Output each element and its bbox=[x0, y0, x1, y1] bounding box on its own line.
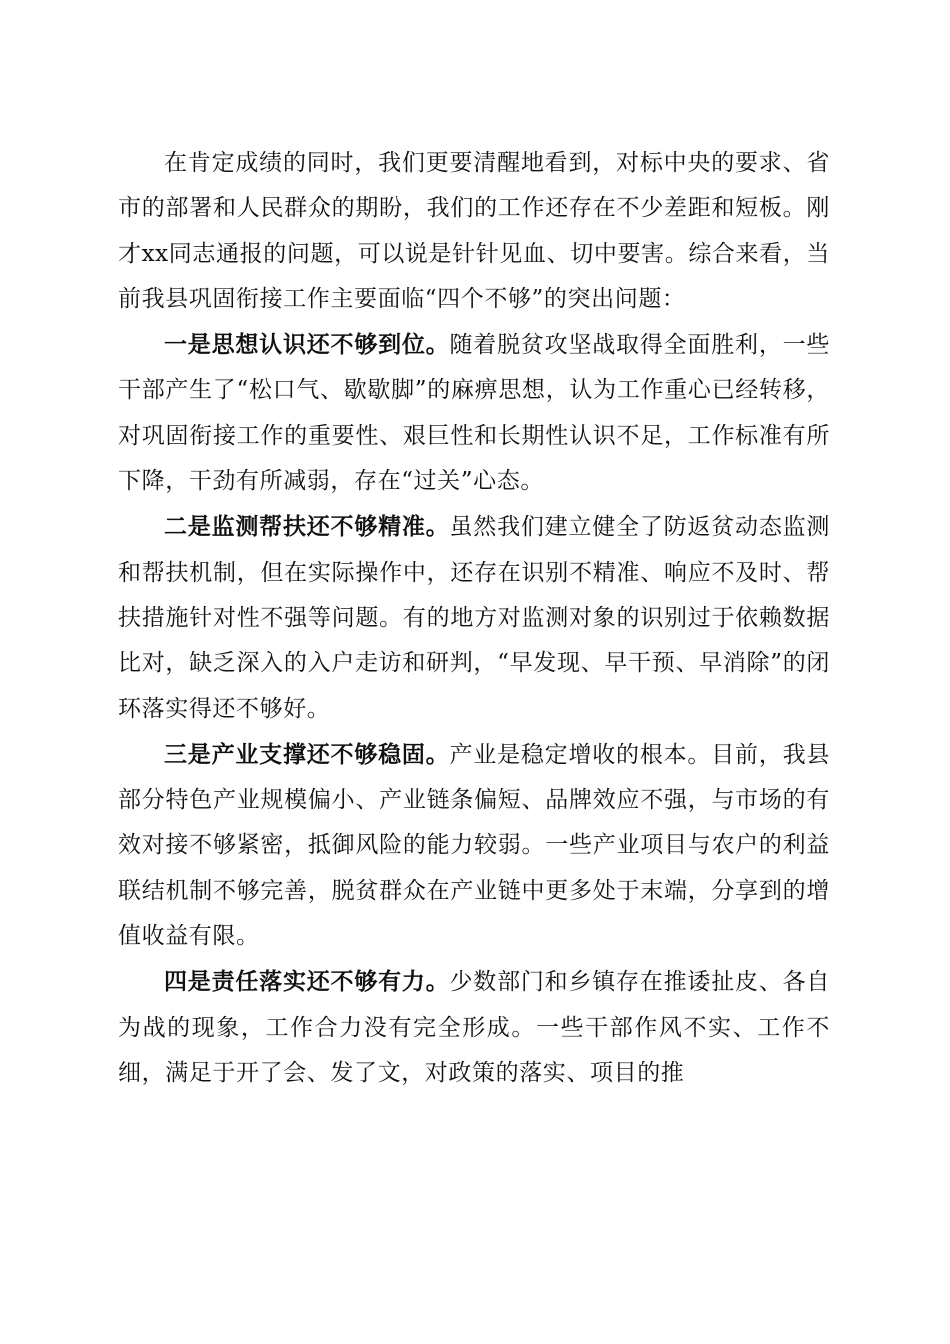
paragraph-lead: 四是责任落实还不够有力。 bbox=[164, 968, 450, 996]
paragraph-lead: 二是监测帮扶还不够精准。 bbox=[164, 513, 450, 541]
issue-paragraph-2 bbox=[118, 504, 830, 731]
document-body bbox=[118, 140, 830, 1096]
paragraph-body: 在肯定成绩的同时，我们更要清醒地看到，对标中央的要求、省市的部署和人民群众的期盼，我们的工作还存在不少差距和短板。刚才xx同志通报的问题，可以说是针针见血、切中要害。综合来看，当前我县巩固衔接工作主要面临“四个不够”的突出问题： bbox=[118, 150, 830, 312]
intro-paragraph bbox=[118, 140, 830, 322]
paragraph-body: 随着脱贫攻坚战取得全面胜利，一些干部产生了“松口气、歇歇脚”的麻痹思想，认为工作重心已经转移，对巩固衔接工作的重要性、艰巨性和长期性认识不足，工作标准有所下降，干劲有所减弱，存在“过关”心态。 bbox=[118, 332, 830, 495]
issue-paragraph-1 bbox=[118, 322, 830, 504]
paragraph-body: 虽然我们建立健全了防返贫动态监测和帮扶机制，但在实际操作中，还存在识别不精准、响应不及时、帮扶措施针对性不强等问题。有的地方对监测对象的识别过于依赖数据比对，缺乏深入的入户走访和研判，“早发现、早干预、早消除”的闭环落实得还不够好。 bbox=[118, 514, 830, 722]
paragraph-lead: 三是产业支撑还不够稳固。 bbox=[164, 740, 450, 768]
paragraph-body: 少数部门和乡镇存在推诿扯皮、各自为战的现象，工作合力没有完全形成。一些干部作风不实、工作不细，满足于开了会、发了文，对政策的落实、项目的推 bbox=[118, 969, 830, 1086]
paragraph-lead: 一是思想认识还不够到位。 bbox=[164, 331, 450, 359]
issue-paragraph-3 bbox=[118, 732, 830, 959]
paragraph-body: 产业是稳定增收的根本。目前，我县部分特色产业规模偏小、产业链条偏短、品牌效应不强，与市场的有效对接不够紧密，抵御风险的能力较弱。一些产业项目与农户的利益联结机制不够完善，脱贫群众在产业链中更多处于末端，分享到的增值收益有限。 bbox=[118, 741, 830, 950]
issue-paragraph-4 bbox=[118, 959, 830, 1096]
